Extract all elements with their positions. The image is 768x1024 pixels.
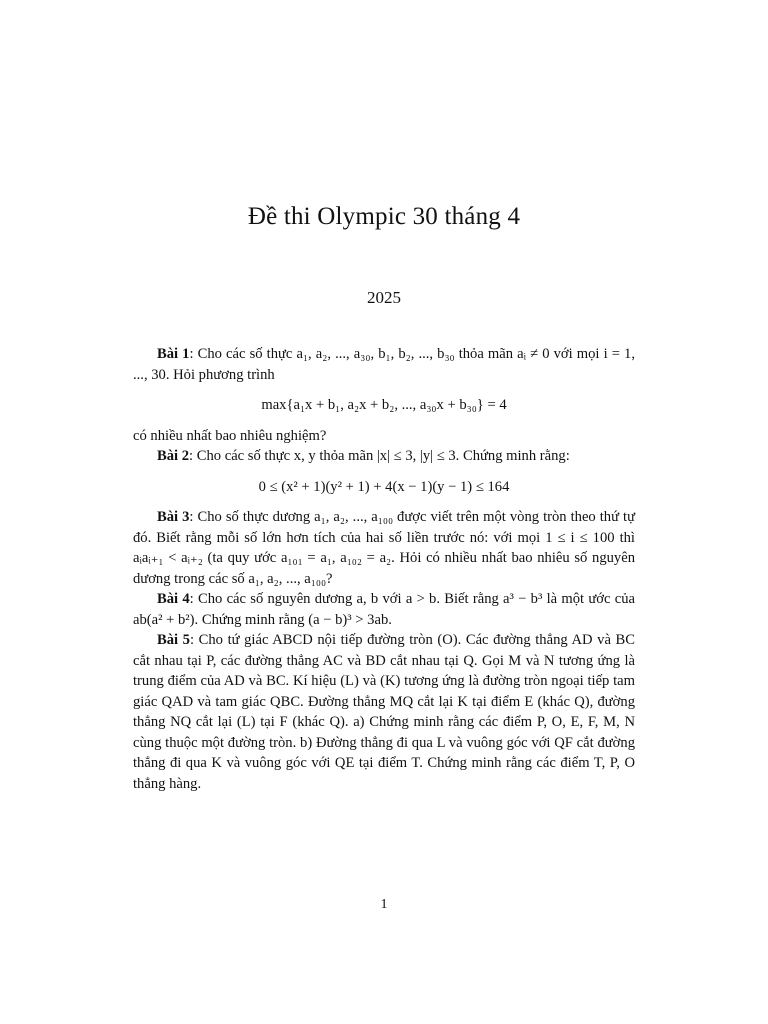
problem-text: : Cho các số thực a₁, a₂, ..., a₃₀, b₁, b₂, ..., b₃₀ thỏa mãn aᵢ ≠ 0 với mọi i = 1, ..., 30. Hỏi phương trình (133, 346, 635, 383)
problems-body (133, 344, 635, 794)
problem-text: : Cho tứ giác ABCD nội tiếp đường tròn (O). Các đường thẳng AD và BC cắt nhau tại P, các đường thẳng AC và BD cắt nhau tại Q. Gọi M và N tương ứng là trung điểm của AD và BC. Kí hiệu (L) và (K) tương ứng là đường tròn ngoại tiếp tam giác QAD và tam giác QBC. Đường thẳng MQ cắt lại K tại điểm E (khác Q), đường thẳng NQ cắt lại (L) tại F (khác Q). a) Chứng minh rằng các điểm P, O, E, F, M, N cùng thuộc một đường tròn. b) Đường thẳng đi qua L và vuông góc với QF cắt đường thẳng đi qua K và vuông góc với QE tại điểm T. Chứng minh rằng các điểm T, P, O thẳng hàng. (133, 632, 635, 792)
document-title: Đề thi Olympic 30 tháng 4 (247, 203, 521, 230)
problem-equation: 0 ≤ (x² + 1)(y² + 1) + 4(x − 1)(y − 1) ≤ 164 (258, 478, 510, 495)
problem-text: : Cho các số thực x, y thỏa mãn |x| ≤ 3, |y| ≤ 3. Chứng minh rằng: (189, 448, 570, 464)
problem-label: Bài 1 (157, 346, 190, 362)
problem-3 (133, 507, 635, 589)
problem-4 (133, 589, 635, 630)
problem-equation: max{a₁x + b₁, a₂x + b₂, ..., a₃₀x + b₃₀} = 4 (261, 397, 507, 413)
page-number: 1 (380, 897, 388, 912)
problem-label: Bài 2 (157, 448, 190, 464)
problem-label: Bài 5 (157, 632, 190, 648)
problem-text: : Cho các số nguyên dương a, b với a > b. Biết rằng a³ − b³ là một ước của ab(a² + b²). Chứng minh rằng (a − b)³ > 3ab. (133, 591, 636, 628)
problem-text-after: có nhiều nhất bao nhiêu nghiệm? (133, 427, 327, 444)
problem-text: : Cho số thực dương a₁, a₂, ..., a₁₀₀ được viết trên một vòng tròn theo thứ tự đó. Biết rằng mỗi số lớn hơn tích của hai số liền trước nó: với mọi 1 ≤ i ≤ 100 thì aᵢaᵢ₊₁ < aᵢ₊₂ (ta quy ước a₁₀₁ = a₁, a₁₀₂ = a₂. Hỏi có nhiều nhất bao nhiêu số nguyên dương trong các số a₁, a₂, ..., a₁₀₀? (133, 509, 636, 587)
document-date: 2025 (367, 288, 401, 307)
problem-1 (133, 344, 635, 385)
problem-label: Bài 4 (157, 591, 190, 607)
problem-5 (133, 630, 635, 794)
problem-2 (133, 446, 635, 467)
problem-label: Bài 3 (157, 509, 190, 525)
